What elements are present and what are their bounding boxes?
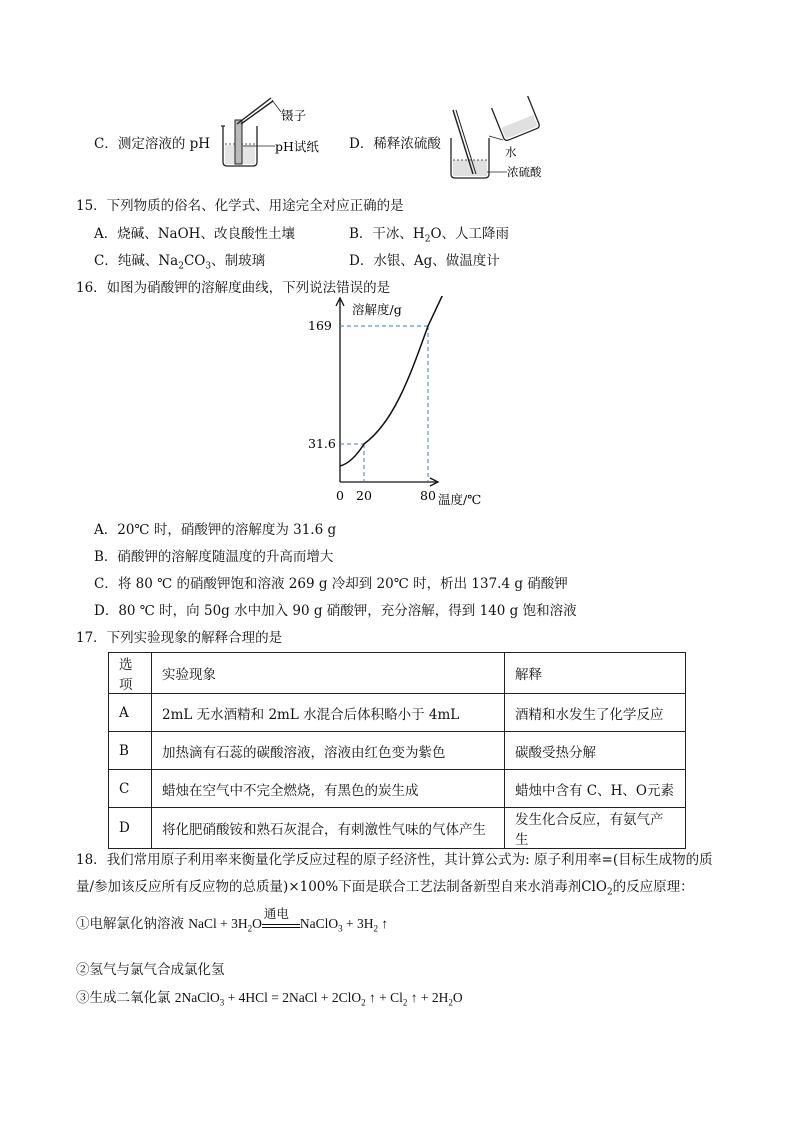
- q15-option-d: D．水银、Ag、做温度计: [349, 253, 500, 269]
- y-tick-label: 31.6: [308, 436, 336, 451]
- q18-step3-equation: 2NaClO$_3$ + 4HCl = 2NaCl + 2ClO$_2$ ↑ + $Cl_2$ ↑ + $2H_2O$: [174, 990, 463, 1008]
- y-tick-label: 169: [308, 318, 332, 333]
- q14-option-c-label: C．测定溶液的 pH: [94, 136, 211, 152]
- table-header-row: [109, 653, 686, 694]
- q18-step1-label: ①电解氯化钠溶液: [76, 916, 184, 932]
- q17-stem: 17．下列实验现象的解释合理的是: [76, 630, 283, 646]
- row-explanation: 蜡烛中含有 C、H、O元素: [505, 770, 686, 808]
- q16-stem: 16．如图为硝酸钾的溶解度曲线，下列说法错误的是: [76, 280, 391, 296]
- row-explanation: 碳酸受热分解: [505, 732, 686, 770]
- q15-option-a: A．烧碱、NaOH、改良酸性土壤: [94, 226, 295, 242]
- q14-option-d-label: D．稀释浓硫酸: [349, 136, 441, 152]
- q14-option-c-figure: [215, 96, 335, 174]
- q18-line2: [76, 875, 694, 898]
- table-row: [109, 732, 686, 770]
- row-phenomenon: 2mL 无水酒精和 2mL 水混合后体积略小于 4mL: [152, 694, 505, 732]
- q15-option-b: [349, 222, 509, 245]
- q18-line2-post: 的反应原理：: [612, 879, 694, 895]
- q14-option-d-figure: [445, 96, 555, 186]
- q15-option-c-sub2: 3: [205, 261, 212, 272]
- q15-option-c-mid: CO: [183, 253, 206, 269]
- y-axis-label: 溶解度/g: [352, 302, 402, 317]
- table-row: [109, 808, 686, 849]
- q18-line1: 18．我们常用原子利用率来衡量化学反应过程的原子经济性，其计算公式为: 原子利用率=(目标生成物的质: [76, 852, 713, 868]
- ph-paper-label: pH试纸: [275, 139, 319, 154]
- row-explanation: 发生化合反应，有氨气产生: [505, 808, 686, 849]
- q16-option-d: D．80 ℃ 时，向 50g 水中加入 90 g 硝酸钾，充分溶解，得到 140 g 饱和溶液: [94, 603, 577, 619]
- q18-step1-equation: NaCl + $3H_2O$ 通电 NaClO$_3$ + $3H_2$ ↑: [188, 906, 389, 934]
- q18-line2-pre: 量/参加该反应所有反应物的总质量)×100%下面是联合工艺法制备新型自来水消毒剂ClO: [76, 879, 607, 895]
- tweezers-label: 镊子: [281, 108, 307, 123]
- row-option: A: [109, 694, 152, 732]
- row-option: C: [109, 770, 152, 808]
- q18-step2: ②氢气与氯气合成氯化氢: [76, 962, 225, 978]
- origin-label: 0: [336, 488, 344, 503]
- q15-option-b-sub: 2: [424, 234, 431, 245]
- q18-line2-sub: 2: [606, 887, 613, 898]
- acid-label: 浓硫酸: [507, 165, 542, 179]
- q17-table: [108, 652, 686, 849]
- q18-step3: [76, 986, 463, 1008]
- header-phenomenon: 实验现象: [152, 653, 505, 694]
- q16-option-c: C．将 80 ℃ 的硝酸钾饱和溶液 269 g 冷却到 20℃ 时，析出 137.4 g 硝酸钾: [94, 576, 568, 592]
- q15-option-c-post: 、制玻璃: [211, 253, 266, 269]
- row-phenomenon: 加热滴有石蕊的碳酸溶液，溶液由红色变为紫色: [152, 732, 505, 770]
- x-axis-label: 温度/℃: [438, 492, 482, 507]
- x-tick-label: 20: [356, 488, 372, 503]
- q18-electrolysis-condition: 通电: [263, 906, 289, 921]
- q15-option-b-pre: B．干冰、H: [349, 226, 425, 242]
- q15-option-c: [94, 249, 265, 272]
- header-explanation: 解释: [505, 653, 686, 694]
- q15-option-c-pre: C．纯碱、Na: [94, 253, 179, 269]
- q18-step1: [76, 906, 389, 934]
- x-tick-label: 80: [420, 488, 436, 503]
- row-phenomenon: 将化肥硝酸铵和熟石灰混合，有刺激性气味的气体产生: [152, 808, 505, 849]
- header-option: 选项: [109, 653, 152, 694]
- row-explanation: 酒精和水发生了化学反应: [505, 694, 686, 732]
- q15-stem: 15．下列物质的俗名、化学式、用途完全对应正确的是: [76, 198, 404, 214]
- q15-option-b-post: O、人工降雨: [430, 226, 510, 242]
- q16-option-b: B．硝酸钾的溶解度随温度的升高而增大: [94, 549, 334, 565]
- row-phenomenon: 蜡烛在空气中不完全燃烧，有黑色的炭生成: [152, 770, 505, 808]
- q16-option-a: A．20℃ 时，硝酸钾的溶解度为 31.6 g: [94, 522, 337, 538]
- q15-option-c-sub1: 2: [178, 261, 184, 272]
- q18-step3-label: ③生成二氧化氯: [76, 990, 171, 1006]
- row-option: B: [109, 732, 152, 770]
- solubility-chart: [300, 296, 490, 514]
- water-label: 水: [505, 145, 517, 159]
- table-row: [109, 770, 686, 808]
- table-row: [109, 694, 686, 732]
- row-option: D: [109, 808, 152, 849]
